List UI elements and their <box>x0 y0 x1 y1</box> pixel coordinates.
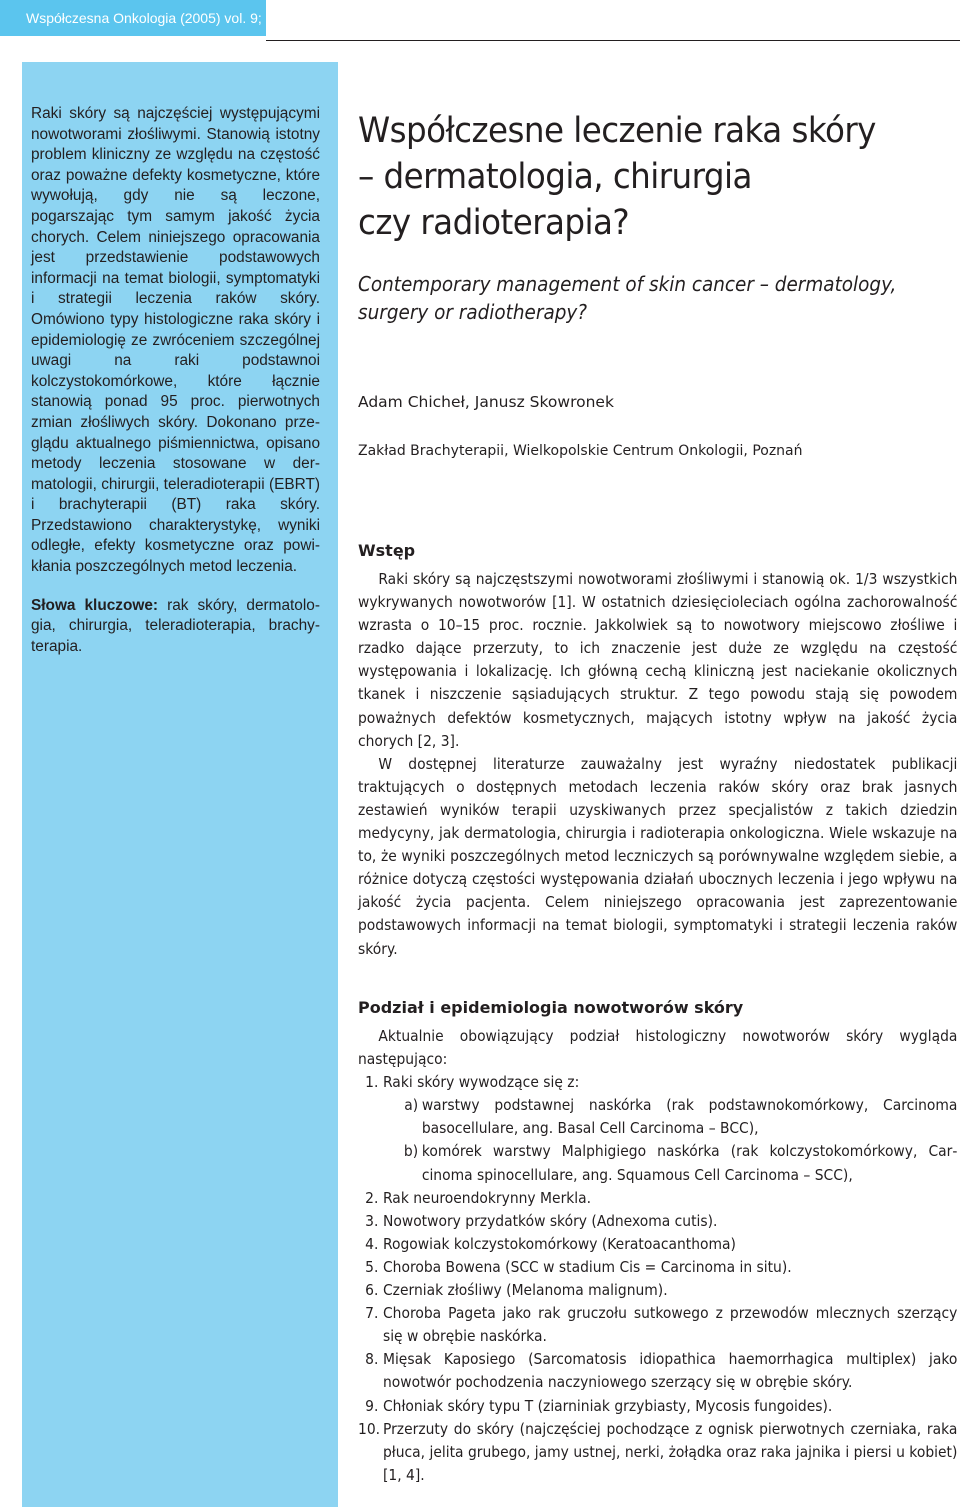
list-text: Nowotwory przydatków skóry (Adnexoma cutis). <box>382 1211 718 1230</box>
sublist-text: komórek warstwy Malphigiego naskórka (rak kolczystokomórkowy, Carcinoma spinocellulare, ang. Squamous Cell Carcinoma – SCC), <box>421 1142 958 1184</box>
list-item <box>358 1302 957 1348</box>
header-rule <box>266 40 960 41</box>
list-text: Mięsak Kaposiego (Sarcomatosis idiopathica haemorrhagica multiplex) jako nowotwór pochodzenia naczyniowego szerzący się w obrębie skóry. <box>382 1350 958 1392</box>
list-item <box>358 1395 957 1418</box>
list-text: Raki skóry wywodzące się z: <box>382 1073 580 1092</box>
abstract-box <box>22 62 338 1507</box>
keywords-text: rak skóry, dermatologia, chirurgia, teleradioterapia, brachyterapia. <box>31 596 320 655</box>
list-text: Rogowiak kolczystokomórkowy (Keratoacanthoma) <box>382 1234 736 1253</box>
list-number: 9. <box>365 1396 379 1415</box>
subtitle-line: Contemporary management of skin cancer – dermatology, <box>358 272 897 296</box>
classification-list <box>358 1071 957 1487</box>
authors: Adam Chicheł, Janusz Skowronek <box>358 393 614 411</box>
section-heading-intro: Wstęp <box>358 541 416 560</box>
list-text: Chłoniak skóry typu T (ziarniniak grzybiasty, Mycosis fungoides). <box>382 1396 833 1415</box>
sublist-letter: b) <box>403 1142 419 1161</box>
list-item <box>358 1071 957 1186</box>
list-number: 4. <box>365 1234 379 1253</box>
article-subtitle <box>358 270 958 326</box>
journal-header <box>0 0 266 62</box>
intro-paragraph: Raki skóry są najczęstszymi nowotworami złośliwymi i stanowią ok. 1/3 wszystkich wykrywanych nowotworów [1]. W ostatnich dziesięcioleciach ogólna zachorowalność wzrasta o 10–15 proc. rocznie. Jakkolwiek są to nowotwory miejscowo złośliwe i rzadko dające przerzuty, to ich znaczenie jest duże ze względu na częstość występowania i lokalizację. Ich główną cechą kliniczną jest naciekanie okolicznych tkanek i niszczenie sąsiadujących struktur. Z tego powodu stają się powodem poważnych defektów kosmetycznych, mających istotny wpływ na jakość życia chorych [2, 3]. <box>358 570 958 750</box>
sublist-item <box>383 1140 957 1186</box>
article-title <box>358 108 958 246</box>
list-number: 5. <box>365 1257 379 1276</box>
list-number: 3. <box>365 1211 379 1230</box>
list-item <box>358 1233 957 1256</box>
list-item <box>358 1418 957 1487</box>
title-line: – dermatologia, chirurgia <box>358 157 752 197</box>
classification-body <box>358 1025 957 1487</box>
subtitle-line: surgery or radiotherapy? <box>358 300 588 324</box>
list-item <box>358 1256 957 1279</box>
journal-citation: Współczesna Onkologia (2005) vol. 9; 10 (429–435) <box>26 10 262 62</box>
sublist <box>383 1094 957 1186</box>
affiliation: Zakład Brachyterapii, Wielkopolskie Centrum Onkologii, Poznań <box>358 443 803 459</box>
intro-body <box>358 568 957 961</box>
list-text: Choroba Bowena (SCC w stadium Cis = Carcinoma in situ). <box>382 1257 792 1276</box>
sublist-text: warstwy podstawnej naskórka (rak podstawnokomórkowy, Carcinoma basocellulare, ang. Basal Cell Carcinoma – BCC), <box>421 1096 958 1138</box>
keywords-label: Słowa kluczowe: <box>31 596 159 614</box>
list-item <box>358 1279 957 1302</box>
title-line: czy radioterapia? <box>358 203 630 243</box>
list-number: 8. <box>365 1350 379 1369</box>
sublist-letter: a) <box>404 1096 419 1115</box>
list-item <box>358 1187 957 1210</box>
title-line: Współczesne leczenie raka skóry <box>358 111 876 151</box>
list-number: 7. <box>365 1304 379 1323</box>
list-item <box>358 1210 957 1233</box>
abstract-text: Raki skóry są najczęściej występującymi nowotworami złośliwymi. Stanowią istotny problem kliniczny ze względu na częstość oraz poważne defekty kosmetyczne, które wywołują, gdy nie są leczone, pogarszając tym samym jakość życia chorych. Celem niniejszego opracowania jest przedstawienie podstawowych informacji na temat biologii, symptomatyki i strategii leczenia raków skóry. Omówiono typy histologiczne raka skóry i epidemiologię ze zwróceniem szczególnej uwagi na raki podstawnoi kolczystokomórkowe, które łącznie stanowią ponad 95 proc. pierwotnych zmian złośliwych skóry. Dokonano przeglądu aktualnego piśmiennictwa, opisano metody leczenia stosowane w dermatologii, chirurgii, teleradioterapii (EBRT) i brachyterapii (BT) raka skóry. Przedstawiono charakterystykę, wyniki odległe, efekty kosmetyczne oraz powikłania poszczególnych metod leczenia. <box>31 105 320 576</box>
list-text: Rak neuroendokrynny Merkla. <box>382 1188 592 1207</box>
section-heading-classification: Podział i epidemiologia nowotworów skóry <box>358 998 744 1017</box>
classification-lead: Aktualnie obowiązujący podział histologiczny nowotworów skóry wygląda następująco: <box>358 1027 958 1069</box>
list-number: 2. <box>365 1188 379 1207</box>
list-number: 6. <box>365 1281 379 1300</box>
sublist-item <box>383 1094 957 1140</box>
keywords <box>31 596 320 658</box>
list-text: Czerniak złośliwy (Melanoma malignum). <box>382 1281 668 1300</box>
intro-paragraph: W dostępnej literaturze zauważalny jest wyraźny niedostatek publikacji traktujących o dostępnych metodach leczenia raków skóry oraz brak jasnych zestawień wyników terapii uzyskiwanych przez specjalistów z takich dziedzin medycyny, jak dermatologia, chirurgia i radioterapia onkologiczna. Wiele wskazuje na to, że wyniki poszczególnych metod leczniczych są porównywalne względem siebie, a różnice dotyczą częstości występowania działań ubocznych leczenia i jego wpływu na jakość życia pacjenta. Celem niniejszego opracowania jest zaprezentowanie podstawowych informacji na temat biologii, symptomatyki i strategii leczenia raków skóry. <box>358 754 958 958</box>
list-item <box>358 1348 957 1394</box>
list-text: Przerzuty do skóry (najczęściej pochodzące z ognisk pierwotnych czerniaka, raka płuca, jelita grubego, jamy ustnej, nerki, żołądka oraz raka jajnika i piersi u kobiet) [1, 4]. <box>382 1419 958 1484</box>
list-number: 1. <box>365 1073 379 1092</box>
list-text: Choroba Pageta jako rak gruczołu sutkowego z przewodów mlecznych szerzący się w obrębie naskórka. <box>382 1304 958 1346</box>
list-number: 10. <box>358 1419 381 1438</box>
